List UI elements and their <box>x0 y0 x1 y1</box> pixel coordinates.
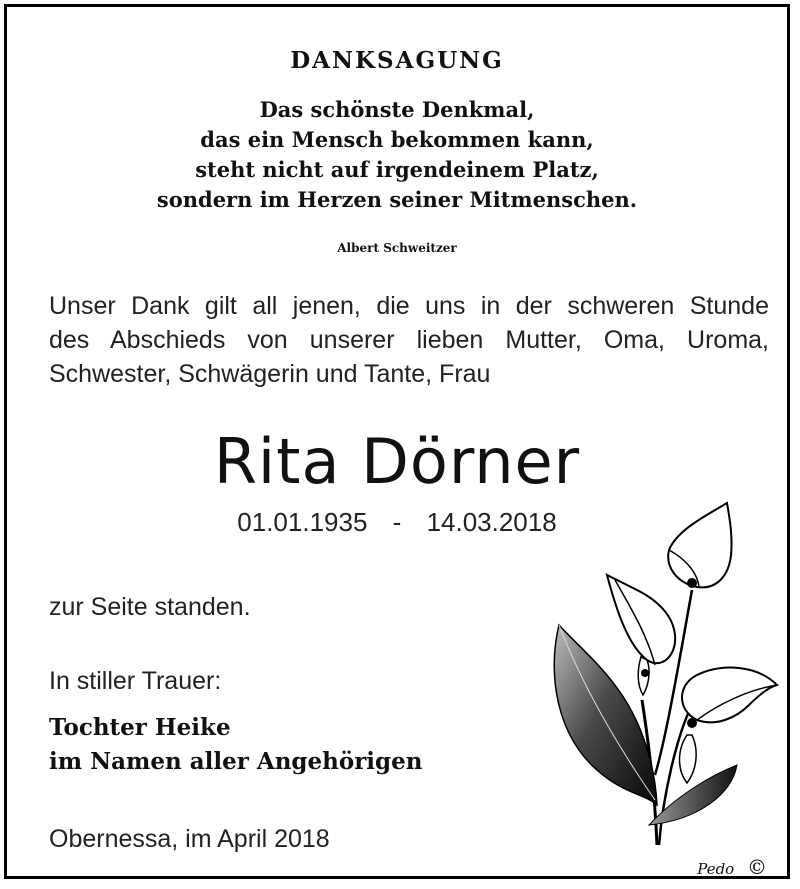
date-separator: - <box>392 507 402 537</box>
intro-line: Unser Dank gilt all jenen, die uns in der schweren Stunde <box>49 292 769 320</box>
quote-author: Albert Schweitzer <box>337 241 457 255</box>
calla-lily-icon <box>537 495 787 855</box>
obituary-card <box>4 4 790 879</box>
quote <box>7 95 787 215</box>
intro-text <box>49 289 769 391</box>
quote-line: sondern im Herzen seiner Mitmenschen. <box>156 187 638 212</box>
quote-line: steht nicht auf irgendeinem Platz, <box>195 157 599 182</box>
intro-line: Schwester, Schwägerin und Tante, Frau <box>49 360 491 388</box>
artist-credit <box>697 855 767 879</box>
place-date: Obernessa, im April 2018 <box>49 825 330 853</box>
quote-line: das ein Mensch bekommen kann, <box>200 127 594 152</box>
mourning-label: In stiller Trauer: <box>49 667 222 695</box>
copyright-symbol: © <box>747 855 767 879</box>
signer-line: im Namen aller Angehörigen <box>49 748 423 775</box>
death-date: 14.03.2018 <box>426 507 557 537</box>
intro-line: des Abschieds von unserer lieben Mutter, Oma, Uroma, <box>49 326 769 354</box>
signers <box>49 711 422 779</box>
quote-line: Das schönste Denkmal, <box>259 97 535 122</box>
birth-date: 01.01.1935 <box>237 507 368 537</box>
closing-text: zur Seite standen. <box>49 593 251 621</box>
artist-signature-icon: Pedo <box>697 860 735 878</box>
heading: DANKSAGUNG <box>290 47 504 74</box>
deceased-name: Rita Dörner <box>213 425 581 498</box>
signer-line: Tochter Heike <box>49 714 231 741</box>
